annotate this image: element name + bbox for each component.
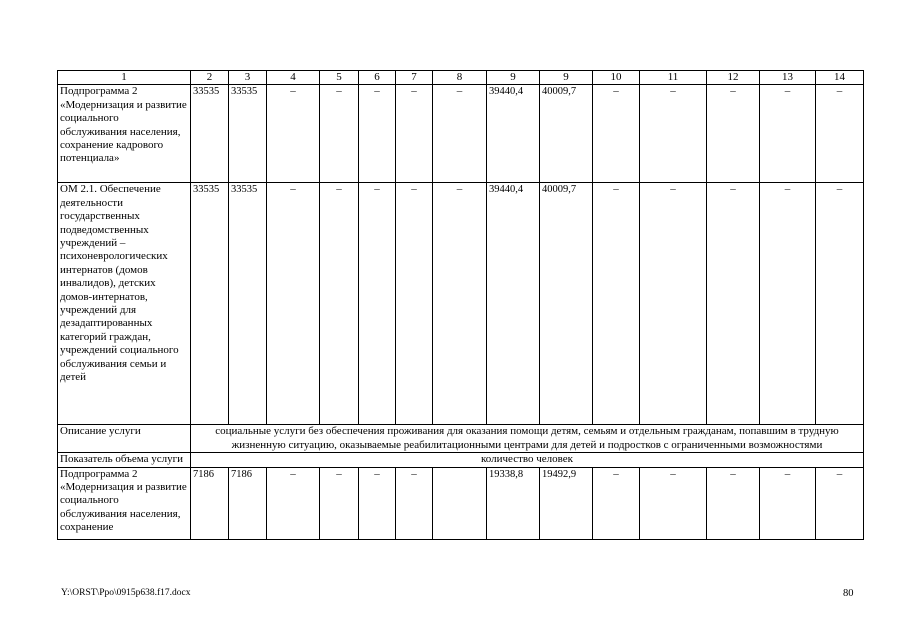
- table-row-service-description: [58, 425, 864, 453]
- table-cell: –: [359, 85, 396, 183]
- row-name: Подпрограмма 2 «Модернизация и развитие социального обслуживания населения, сохранение кадрового потенциала»: [58, 85, 191, 183]
- column-header: 3: [229, 71, 267, 85]
- column-header: 7: [396, 71, 433, 85]
- table-row: [58, 467, 864, 539]
- document-path: Y:\ORST\Ppo\0915p638.f17.docx: [61, 588, 191, 598]
- table-cell: –: [816, 467, 864, 539]
- table-cell: –: [640, 85, 707, 183]
- table-cell: –: [359, 467, 396, 539]
- table-cell: 19492,9: [540, 467, 593, 539]
- table-cell: 39440,4: [487, 183, 540, 425]
- table-cell: 33535: [229, 183, 267, 425]
- table-cell: [433, 467, 487, 539]
- table-cell: 39440,4: [487, 85, 540, 183]
- table-cell: –: [359, 183, 396, 425]
- table-cell: –: [396, 467, 433, 539]
- row-name: Подпрограмма 2 «Модернизация и развитие социального обслуживания населения, сохранение: [58, 467, 191, 539]
- budget-table: [57, 70, 864, 540]
- table-cell: –: [593, 85, 640, 183]
- table-row: [58, 183, 864, 425]
- column-header: 12: [707, 71, 760, 85]
- column-header: 14: [816, 71, 864, 85]
- table-cell: –: [816, 85, 864, 183]
- service-description-text: социальные услуги без обеспечения проживания для оказания помощи детям, семьям и отдельным гражданам, попавшим в трудную жизненную ситуацию, оказываемые реабилитационными центрами для детей и подростков с ограниченными возможностями: [191, 425, 864, 453]
- table-cell: –: [433, 85, 487, 183]
- column-header: 6: [359, 71, 396, 85]
- table-cell: –: [267, 467, 320, 539]
- column-header: 5: [320, 71, 359, 85]
- table-cell: –: [760, 183, 816, 425]
- table-cell: –: [760, 467, 816, 539]
- table-cell: 33535: [191, 85, 229, 183]
- table-cell: –: [267, 183, 320, 425]
- service-description-label: Описание услуги: [58, 425, 191, 453]
- table-cell: –: [320, 183, 359, 425]
- column-header: 2: [191, 71, 229, 85]
- table-cell: 7186: [191, 467, 229, 539]
- volume-indicator-label: Показатель объема услуги: [58, 453, 191, 467]
- column-header: 9: [540, 71, 593, 85]
- column-header: 9: [487, 71, 540, 85]
- table-cell: –: [267, 85, 320, 183]
- column-header: 8: [433, 71, 487, 85]
- volume-indicator-text: количество человек: [191, 453, 864, 467]
- table-cell: –: [433, 183, 487, 425]
- table-row-volume-indicator: [58, 453, 864, 467]
- table-cell: –: [396, 85, 433, 183]
- table-header-row: [58, 71, 864, 85]
- table-cell: –: [320, 467, 359, 539]
- column-header: 1: [58, 71, 191, 85]
- table-cell: –: [707, 467, 760, 539]
- table-cell: –: [707, 85, 760, 183]
- column-header: 11: [640, 71, 707, 85]
- table-cell: 19338,8: [487, 467, 540, 539]
- table-cell: –: [640, 183, 707, 425]
- table-row: [58, 85, 864, 183]
- column-header: 13: [760, 71, 816, 85]
- table-cell: –: [707, 183, 760, 425]
- table-cell: –: [593, 183, 640, 425]
- table-cell: 33535: [229, 85, 267, 183]
- table-cell: –: [320, 85, 359, 183]
- page-number: 80: [843, 588, 854, 599]
- table-cell: 40009,7: [540, 183, 593, 425]
- table-cell: 33535: [191, 183, 229, 425]
- table-cell: 40009,7: [540, 85, 593, 183]
- column-header: 4: [267, 71, 320, 85]
- column-header: 10: [593, 71, 640, 85]
- table-cell: –: [396, 183, 433, 425]
- table-cell: 7186: [229, 467, 267, 539]
- table-cell: –: [816, 183, 864, 425]
- table-cell: –: [760, 85, 816, 183]
- table-cell: –: [640, 467, 707, 539]
- row-name: ОМ 2.1. Обеспечение деятельности государственных подведомственных учреждений – психоневрологических интернатов (домов инвалидов), детских домов-интернатов, учреждений для дезадаптированных категорий граждан, учреждений социального обслуживания семьи и детей: [58, 183, 191, 425]
- table-cell: –: [593, 467, 640, 539]
